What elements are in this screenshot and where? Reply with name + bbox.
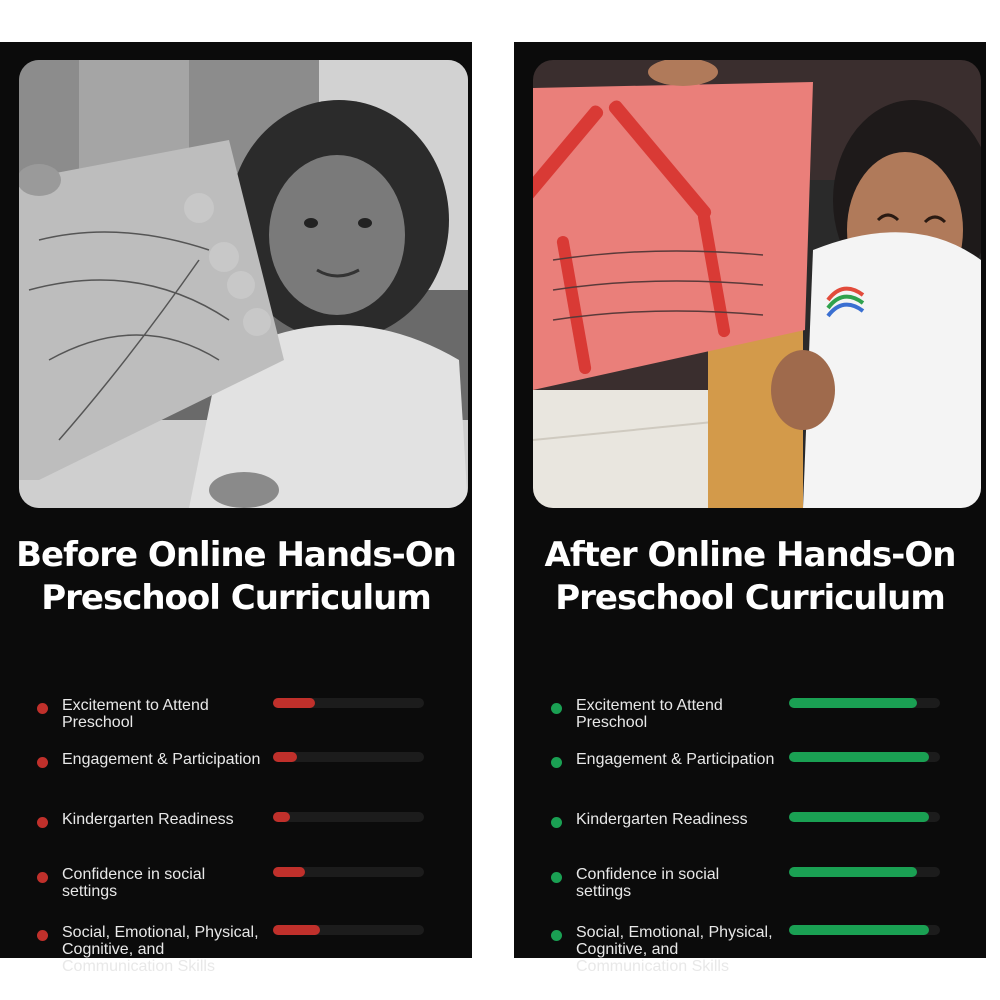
metric-fill — [789, 698, 917, 708]
before-title-line2: Preschool Curriculum — [41, 578, 431, 618]
metric-track — [789, 752, 940, 762]
after-title-line2: Preschool Curriculum — [555, 578, 945, 618]
before-panel — [0, 42, 472, 975]
before-title-line1: Before Online Hands-On — [16, 535, 456, 575]
metric-label: Engagement & Participation — [576, 751, 775, 768]
metric-track — [273, 752, 424, 762]
metric-label: Social, Emotional, Physical, Cognitive, and Communication Skills — [576, 924, 773, 975]
metric-label: Kindergarten Readiness — [62, 811, 234, 828]
metric-label: Engagement & Participation — [62, 751, 261, 768]
child-holding-popsicle-stick-house-photo — [533, 60, 981, 508]
bullet-dot-icon — [37, 930, 48, 941]
metric-track — [789, 698, 940, 708]
metric-track — [789, 925, 940, 935]
metric-fill — [273, 752, 297, 762]
metric-fill — [789, 812, 929, 822]
bullet-dot-icon — [37, 872, 48, 883]
bullet-dot-icon — [551, 930, 562, 941]
metric-label: Kindergarten Readiness — [576, 811, 748, 828]
bullet-dot-icon — [37, 757, 48, 768]
metric-label: Excitement to Attend Preschool — [576, 697, 723, 731]
bullet-dot-icon — [551, 703, 562, 714]
bullet-dot-icon — [551, 757, 562, 768]
metric-label: Confidence in social settings — [62, 866, 206, 900]
metric-track — [273, 867, 424, 877]
child-holding-drawing-photo-grayscale — [19, 60, 468, 508]
metric-fill — [273, 925, 320, 935]
metric-label: Confidence in social settings — [576, 866, 720, 900]
metric-fill — [273, 867, 305, 877]
bullet-dot-icon — [551, 872, 562, 883]
bullet-dot-icon — [551, 817, 562, 828]
metric-fill — [789, 752, 929, 762]
before-photo — [19, 60, 468, 508]
metric-track — [273, 812, 424, 822]
before-title — [0, 534, 472, 620]
bullet-dot-icon — [37, 817, 48, 828]
after-title-line1: After Online Hands-On — [544, 535, 956, 575]
metric-track — [273, 925, 424, 935]
metric-fill — [789, 867, 917, 877]
metric-label: Social, Emotional, Physical, Cognitive, and Communication Skills — [62, 924, 259, 975]
bullet-dot-icon — [37, 703, 48, 714]
metric-label: Excitement to Attend Preschool — [62, 697, 209, 731]
metric-fill — [273, 698, 315, 708]
after-title — [514, 534, 986, 620]
after-photo — [533, 60, 981, 508]
metric-track — [273, 698, 424, 708]
metric-track — [789, 812, 940, 822]
after-panel — [514, 42, 986, 975]
metric-fill — [789, 925, 929, 935]
metric-fill — [273, 812, 290, 822]
metric-track — [789, 867, 940, 877]
